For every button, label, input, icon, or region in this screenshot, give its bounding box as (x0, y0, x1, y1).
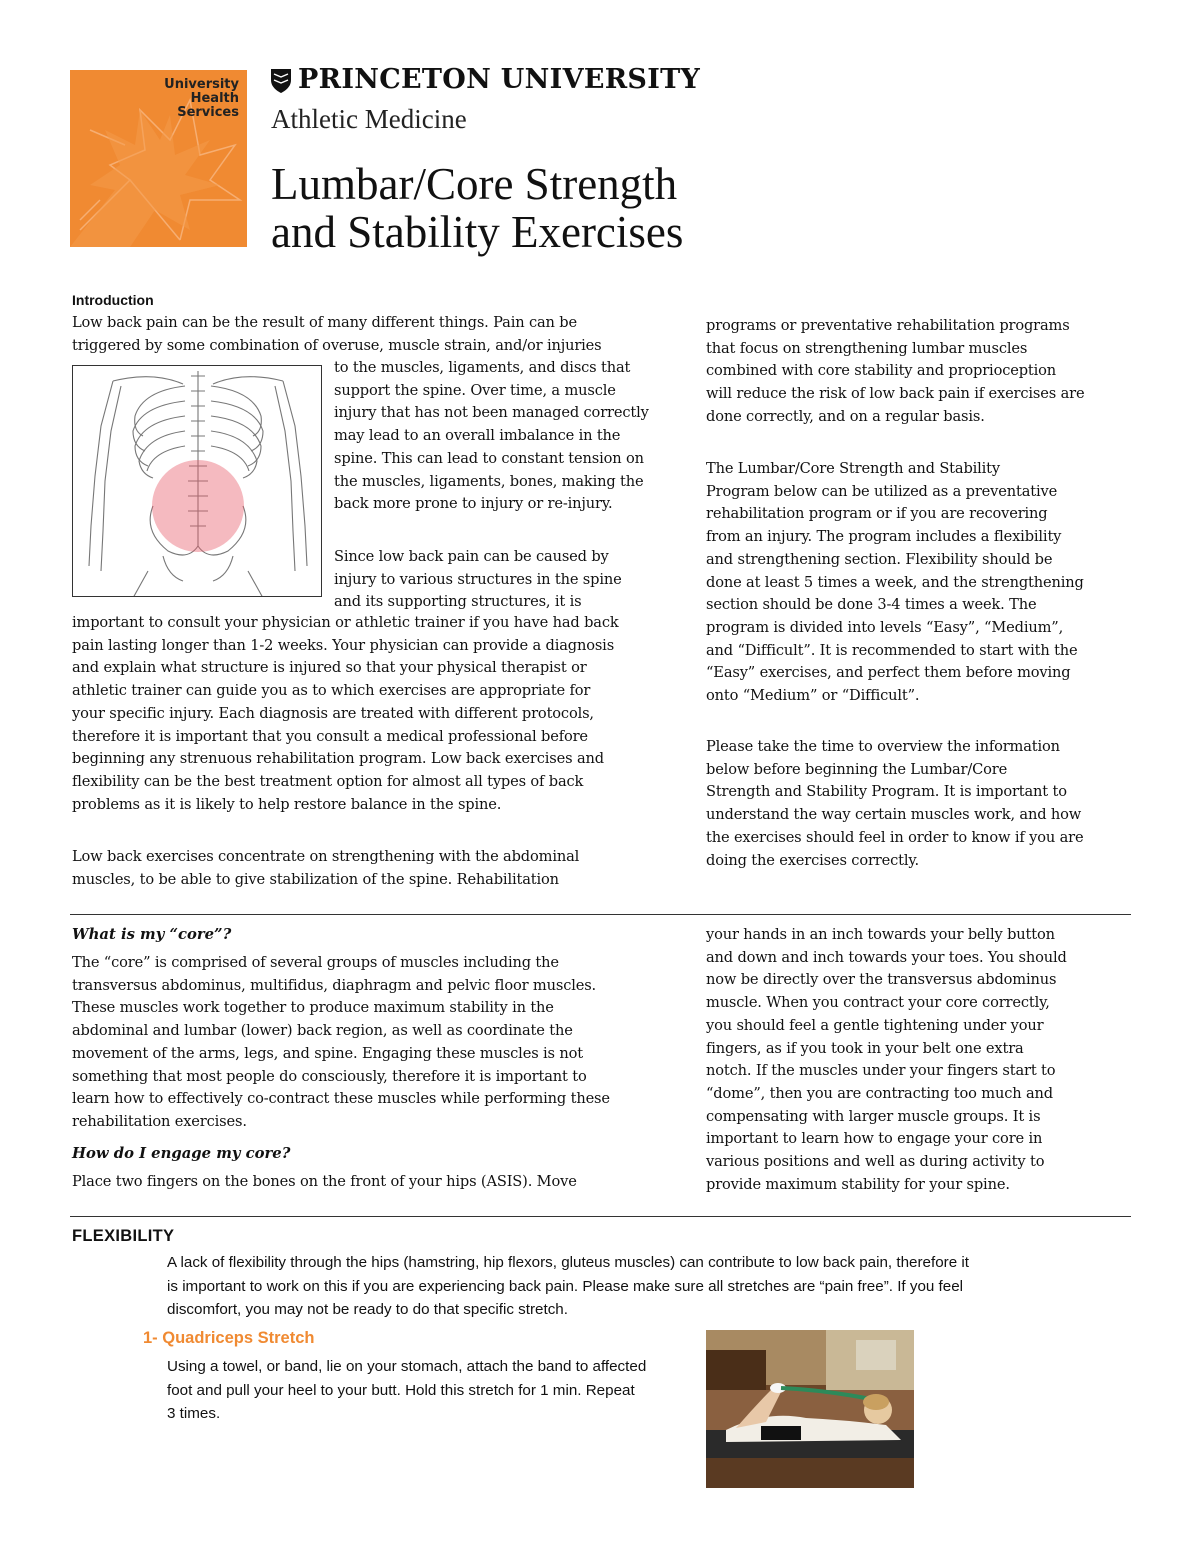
intro-line: combined with core stability and proprioception (706, 362, 1057, 380)
engage-line: Place two fingers on the bones on the front of your hips (ASIS). Move (72, 1173, 577, 1190)
exercise-line: 3 times. (167, 1405, 221, 1422)
engage-line: fingers, as if you took in your belt one extra (706, 1039, 1024, 1057)
intro-paragraph-top (72, 312, 672, 357)
core-line: abdominal and lumbar (lower) back region, as well as coordinate the (72, 1022, 573, 1040)
intro-wrap-text-2 (334, 546, 684, 614)
intro-line: may lead to an overall imbalance in the (334, 427, 621, 445)
intro-line: section should be done 3-4 times a week. The (706, 596, 1037, 614)
engage-line: muscle. When you contract your core correctly, (706, 994, 1050, 1012)
princeton-shield-icon (270, 68, 292, 94)
intro-line: triggered by some combination of overuse, muscle strain, and/or injuries (72, 336, 602, 354)
core-line: transversus abdominus, multifidus, diaphragm and pelvic floor muscles. (72, 976, 597, 994)
intro-line: and its supporting structures, it is (334, 593, 582, 611)
intro-line: beginning any strenuous rehabilitation program. Low back exercises and (72, 750, 604, 768)
intro-line: problems as it is likely to help restore balance in the spine. (72, 795, 502, 813)
flexibility-intro (167, 1251, 1067, 1322)
intro-line: injury to various structures in the spine (334, 570, 622, 588)
intro-line: Since low back pain can be caused by (334, 548, 609, 565)
intro-line: the muscles, ligaments, bones, making the (334, 472, 644, 490)
intro-line: Low back pain can be the result of many different things. Pain can be (72, 314, 577, 331)
flexibility-heading: FLEXIBILITY (72, 1227, 175, 1245)
intro-line: “Easy” exercises, and perfect them before moving (706, 664, 1071, 682)
introduction-heading: Introduction (72, 292, 154, 308)
engage-line: various positions and well as during activity to (706, 1153, 1045, 1171)
section-divider (70, 1216, 1131, 1217)
engage-line: you should feel a gentle tightening under your (706, 1016, 1044, 1034)
department-name: Athletic Medicine (271, 104, 467, 134)
exercise-1-description (167, 1355, 687, 1426)
stretch-photo-illustration (706, 1330, 914, 1488)
intro-line: doing the exercises correctly. (706, 851, 919, 869)
university-health-services-logo (70, 70, 247, 247)
core-line: movement of the arms, legs, and spine. Engaging these muscles is not (72, 1044, 583, 1062)
intro-line: below before beginning the Lumbar/Core (706, 760, 1008, 778)
title-line-2: and Stability Exercises (271, 207, 684, 257)
section-divider (70, 914, 1131, 915)
intro-line: The Lumbar/Core Strength and Stability (706, 460, 1000, 477)
intro-line: onto “Medium” or “Difficult”. (706, 687, 920, 705)
exercise-line: foot and pull your heel to your butt. Hold this stretch for 1 min. Repeat (167, 1381, 635, 1399)
intro-line: understand the way certain muscles work, and how (706, 806, 1082, 824)
intro-line: to the muscles, ligaments, and discs that (334, 359, 631, 376)
title-line-1: Lumbar/Core Strength (271, 159, 678, 209)
logo-line-services: Services (177, 105, 239, 120)
logo-line-health: Health (190, 91, 239, 106)
intro-line: program is divided into levels “Easy”, “Medium”, (706, 618, 1064, 636)
engage-line: and down and inch towards your toes. You should (706, 948, 1067, 966)
intro-line: will reduce the risk of low back pain if exercises are (706, 385, 1085, 403)
intro-line: Low back exercises concentrate on strengthening with the abdominal (72, 848, 580, 865)
core-line: rehabilitation exercises. (72, 1112, 247, 1130)
intro-line: from an injury. The program includes a flexibility (706, 528, 1062, 546)
intro-line: spine. This can lead to constant tension on (334, 449, 644, 467)
intro-line: and strengthening section. Flexibility should be (706, 550, 1053, 568)
intro-line: important to consult your physician or athletic trainer if you have had back (72, 614, 619, 631)
intro-line: Please take the time to overview the information (706, 738, 1060, 755)
intro-paragraph-bottom (72, 846, 692, 891)
intro-line: injury that has not been managed correctly (334, 404, 649, 422)
exercise-line: Using a towel, or band, lie on your stomach, attach the band to affected (167, 1358, 647, 1375)
engage-line: important to learn how to engage your core in (706, 1130, 1043, 1148)
exercise-1-title: 1- Quadriceps Stretch (143, 1329, 315, 1347)
engage-core-heading: How do I engage my core? (72, 1145, 291, 1162)
intro-line: rehabilitation program or if you are recovering (706, 505, 1048, 523)
intro-line: done at least 5 times a week, and the strengthening (706, 573, 1084, 591)
pain-region-highlight (152, 460, 244, 552)
intro-right-paragraph-3 (706, 736, 1136, 872)
intro-line: support the spine. Over time, a muscle (334, 381, 616, 399)
flexibility-line: A lack of flexibility through the hips (hamstring, hip flexors, gluteus muscles) can contribute to low back pain, therefore it (167, 1254, 969, 1271)
engage-paragraph-continued (706, 924, 1136, 1196)
engage-line: “dome”, then you are contracting too much and (706, 1084, 1053, 1102)
intro-line: therefore it is important that you consult a medical professional before (72, 727, 588, 745)
intro-line: muscles, to be able to give stabilization of the spine. Rehabilitation (72, 870, 559, 888)
engage-line: compensating with larger muscle groups. It is (706, 1107, 1041, 1125)
intro-line: and “Difficult”. It is recommended to start with the (706, 641, 1078, 659)
intro-line: Program below can be utilized as a preventative (706, 482, 1058, 500)
intro-line: programs or preventative rehabilitation programs (706, 317, 1070, 334)
engage-line: provide maximum stability for your spine. (706, 1175, 1010, 1193)
intro-line: and explain what structure is injured so that your physical therapist or (72, 659, 587, 677)
core-line: learn how to effectively co-contract these muscles while performing these (72, 1090, 610, 1108)
intro-line: the exercises should feel in order to know if you are (706, 828, 1084, 846)
intro-right-paragraph-2 (706, 458, 1136, 708)
flexibility-line: is important to work on this if you are experiencing back pain. Please make sure all stretches are “pain free”. If you feel (167, 1277, 964, 1295)
intro-line: your specific injury. Each diagnosis are treated with different protocols, (72, 704, 594, 722)
university-name: PRINCETON UNIVERSITY (298, 64, 701, 95)
intro-line: that focus on strengthening lumbar muscles (706, 339, 1028, 357)
core-question-heading: What is my “core”? (72, 926, 232, 943)
intro-paragraph-lower (72, 612, 692, 816)
core-paragraph (72, 952, 692, 1134)
intro-line: athletic trainer can guide you as to which exercises are appropriate for (72, 682, 591, 700)
intro-line: done correctly, and on a regular basis. (706, 407, 985, 425)
intro-line: Strength and Stability Program. It is important to (706, 783, 1067, 801)
intro-right-paragraph-1 (706, 315, 1136, 429)
intro-line: pain lasting longer than 1-2 weeks. Your physician can provide a diagnosis (72, 636, 615, 654)
engage-line: notch. If the muscles under your fingers start to (706, 1062, 1056, 1080)
quadriceps-stretch-photo (706, 1330, 914, 1488)
engage-paragraph (72, 1171, 692, 1194)
intro-wrap-text-1 (334, 357, 684, 516)
engage-line: your hands in an inch towards your belly button (706, 926, 1055, 943)
core-line: something that most people do consciously, therefore it is important to (72, 1067, 587, 1085)
skeleton-illustration (73, 366, 322, 597)
logo-text (164, 78, 239, 120)
intro-line: back more prone to injury or re-injury. (334, 495, 613, 513)
core-line: The “core” is comprised of several groups of muscles including the (72, 954, 559, 971)
flexibility-line: discomfort, you may not be ready to do that specific stretch. (167, 1301, 568, 1318)
spine-anatomy-figure (72, 365, 322, 597)
logo-line-university: University (164, 77, 239, 92)
document-title (271, 160, 683, 256)
core-line: These muscles work together to produce maximum stability in the (72, 999, 554, 1017)
engage-line: now be directly over the transversus abdominus (706, 971, 1057, 989)
intro-line: flexibility can be the best treatment option for almost all types of back (72, 772, 584, 790)
